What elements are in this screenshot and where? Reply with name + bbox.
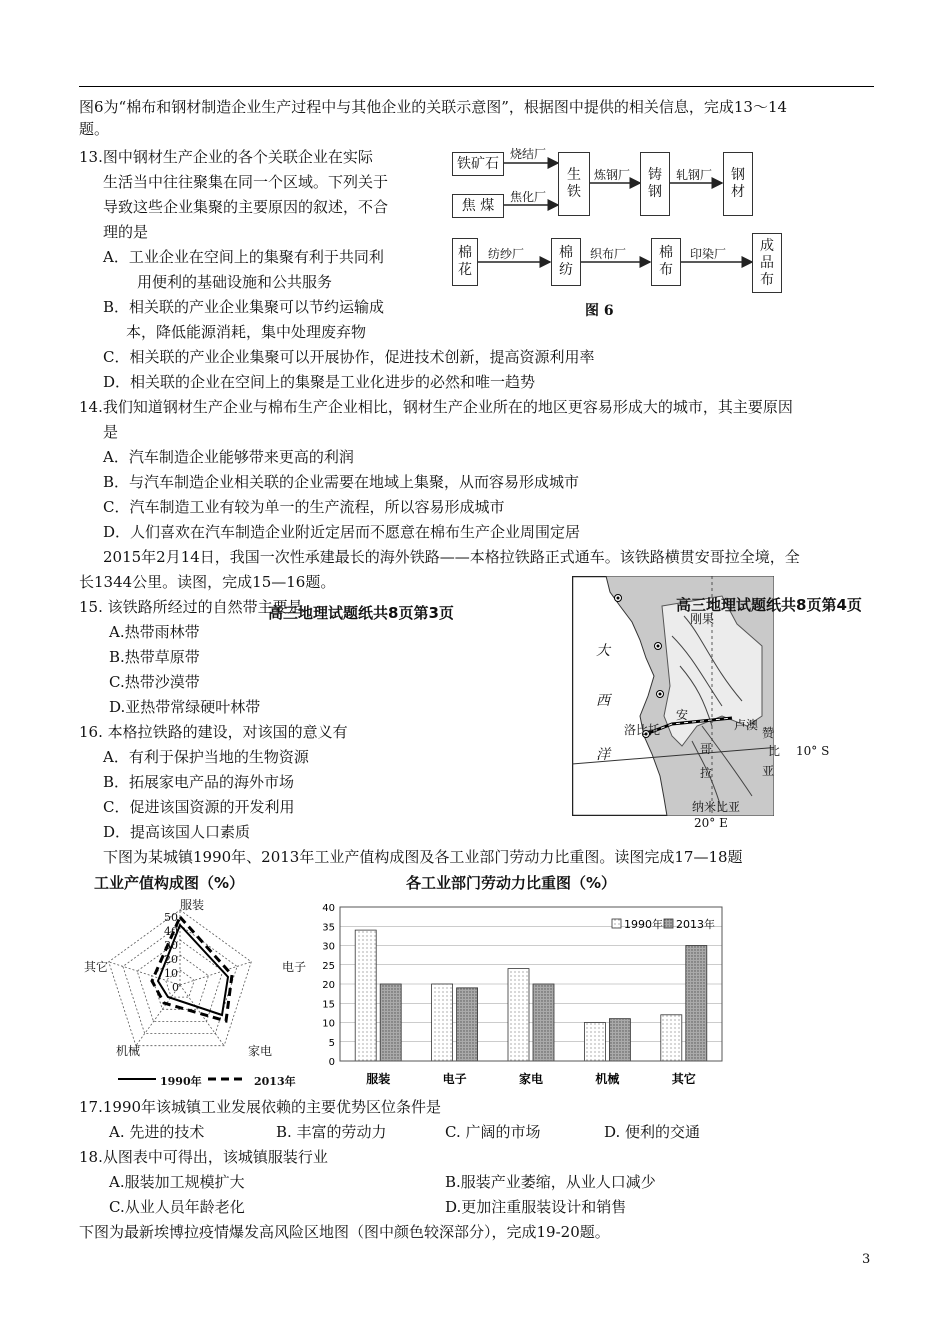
radar-legend-2013-line	[208, 1074, 248, 1084]
bar-2013-2	[533, 984, 554, 1061]
bar-ytick-label: 15	[322, 999, 335, 1011]
q13-stem-2: 生活当中往往聚集在同一个区域。下列关于	[103, 173, 389, 191]
bar-legend-2013-swatch	[664, 919, 673, 928]
label-sintering-plant: 烧结厂	[510, 147, 547, 161]
map-label-10s: 10° S	[796, 744, 830, 758]
bar-2013-4	[686, 946, 707, 1062]
bar-legend-1990-swatch	[612, 919, 621, 928]
map-label-namibia: 纳米比亚	[692, 800, 741, 814]
bar-category-label: 家电	[518, 1072, 544, 1086]
q14-option-d: D．人们喜欢在汽车制造企业附近定居而不愿意在棉布生产企业周围定居	[103, 523, 581, 541]
label-coking-plant: 焦化厂	[510, 190, 547, 204]
q13-option-a-1: A．工业企业在空间上的集聚有利于共同利	[103, 248, 384, 266]
map-label-congo: 刚果	[690, 612, 715, 626]
bar-2013-3	[609, 1019, 630, 1061]
q17-option-c: C. 广阔的市场	[445, 1123, 541, 1141]
map-label-an: 安	[676, 708, 689, 722]
map-label-lu: 卢	[734, 718, 747, 732]
box-coking-coal: 焦 煤	[452, 194, 504, 218]
q13-stem-3: 导致这些企业集聚的主要原因的叙述，不合	[103, 198, 389, 216]
q18-stem: 18.从图表中可得出，该城镇服装行业	[79, 1148, 328, 1166]
q13-option-b-1: B．相关联的产业企业集聚可以节约运输成	[103, 298, 385, 316]
q13-option-d: D．相关联的企业在空间上的集聚是工业化进步的必然和唯一趋势	[103, 373, 536, 391]
q13-option-a-2: 用便利的基础设施和公共服务	[137, 273, 333, 291]
bar-1990-2	[508, 969, 529, 1061]
q15-stem: 15. 该铁路所经过的自然带主要是	[79, 598, 303, 616]
q13-option-c: C．相关联的产业企业集聚可以开展协作，促进技术创新，提高资源利用率	[103, 348, 595, 366]
bar-ytick-label: 20	[322, 980, 335, 991]
q14-option-b: B．与汽车制造企业相关联的企业需要在地域上集聚，从而容易形成城市	[103, 473, 580, 491]
bar-category-label: 服装	[366, 1072, 391, 1086]
figure-6-caption: 图 6	[585, 303, 614, 319]
intro-railway-1: 2015年2月14日，我国一次性承建最长的海外铁路——本格拉铁路正式通车。该铁路横贯安哥拉全境，全	[103, 548, 800, 566]
q16-option-a: A．有利于保护当地的生物资源	[103, 748, 309, 766]
map-label-ocean-2: 西	[596, 693, 610, 709]
label-dyeing-mill: 印染厂	[690, 247, 727, 261]
bar-1990-0	[355, 930, 376, 1061]
bar-ytick-label: 40	[322, 903, 335, 914]
bar-1990-1	[432, 984, 453, 1061]
q15-option-d: D.亚热带常绿硬叶林带	[109, 698, 261, 716]
box-cast-steel: 铸 钢	[640, 152, 670, 216]
map-label-ge: 哥	[700, 742, 713, 756]
bar-ytick-label: 0	[328, 1057, 335, 1068]
radar-axis-machinery: 机械	[116, 1044, 141, 1058]
map-label-ocean-1: 大	[596, 643, 610, 659]
q18-option-a: A.服装加工规模扩大	[109, 1173, 245, 1191]
intro-fig6: 图6为“棉布和钢材制造企业生产过程中与其他企业的关联示意图”，根据图中提供的相关信息，完成13～14	[79, 98, 788, 116]
map-label-la: 拉	[700, 766, 713, 780]
radar-title: 工业产值构成图（%）	[94, 874, 245, 892]
map-label-20e: 20° E	[694, 816, 728, 830]
box-cotton-yarn: 棉 纺	[551, 238, 581, 286]
q18-option-b: B.服装产业萎缩，从业人口减少	[445, 1173, 656, 1191]
q17-stem: 17.1990年该城镇工业发展依赖的主要优势区位条件是	[79, 1098, 442, 1116]
bar-ytick-label: 30	[322, 941, 335, 953]
radar-ring	[109, 910, 252, 1046]
radar-tick-30: 30	[164, 939, 178, 952]
q15-option-c: C.热带沙漠带	[109, 673, 200, 691]
radar-svg	[80, 895, 320, 1095]
box-cotton-cloth: 棉 布	[651, 238, 681, 286]
radar-legend-1990-line	[118, 1074, 158, 1084]
q17-option-b: B. 丰富的劳动力	[276, 1123, 387, 1141]
header-rule	[79, 86, 874, 87]
box-iron-ore: 铁矿石	[452, 152, 504, 176]
radar-legend-1990: 1990年	[160, 1075, 202, 1088]
radar-axis-appliances: 家电	[248, 1044, 273, 1058]
intro-fig6-cont: 题。	[79, 120, 110, 138]
bar-legend-2013: 2013年	[676, 918, 715, 931]
q16-option-b: B．拓展家电产品的海外市场	[103, 773, 295, 791]
q16-stem: 16. 本格拉铁路的建设，对该国的意义有	[79, 723, 348, 741]
q18-option-d: D.更加注重服装设计和销售	[445, 1198, 627, 1216]
label-spinning-mill: 纺纱厂	[488, 247, 525, 261]
bar-category-label: 机械	[595, 1072, 620, 1086]
radar-tick-10: 10	[164, 967, 178, 980]
q15-option-b: B.热带草原带	[109, 648, 200, 666]
q13-stem-4: 理的是	[103, 223, 149, 241]
bar-chart-svg	[310, 895, 730, 1095]
bar-ytick-label: 5	[328, 1037, 335, 1049]
q13-stem-1: 13.图中钢材生产企业的各个关联企业在实际	[79, 148, 373, 166]
map-label-ya: 亚	[762, 764, 775, 778]
bar-ytick-label: 35	[322, 922, 335, 934]
radar-tick-50: 50	[164, 911, 178, 924]
q16-option-d: D．提高该国人口素质	[103, 823, 251, 841]
label-weaving-mill: 织布厂	[590, 247, 627, 261]
bar-category-label: 其它	[671, 1072, 696, 1086]
watermark-page-4: 高三地理试题纸共8页第4页	[676, 596, 862, 614]
bar-1990-4	[661, 1015, 682, 1061]
q16-option-c: C．促进该国资源的开发利用	[103, 798, 295, 816]
map-label-zan: 赞	[762, 726, 775, 740]
q15-option-a: A.热带雨林带	[109, 623, 200, 641]
bar-ytick-label: 10	[322, 1018, 335, 1030]
watermark-page-3: 高三地理试题纸共8页第3页	[268, 604, 454, 622]
radar-tick-40: 40	[164, 925, 178, 938]
bar-chart-title: 各工业部门劳动力比重图（%）	[406, 874, 617, 892]
bar-ytick-label: 25	[322, 960, 335, 972]
box-finished-cloth: 成 品 布	[752, 233, 782, 293]
bar-2013-0	[380, 984, 401, 1061]
radar-legend-2013: 2013年	[254, 1075, 296, 1088]
intro-charts: 下图为某城镇1990年、2013年工业产值构成图及各工业部门劳动力比重图。读图完成17—18题	[103, 848, 743, 866]
q14-option-a: A．汽车制造企业能够带来更高的利润	[103, 448, 354, 466]
q17-option-a: A. 先进的技术	[109, 1123, 205, 1141]
map-label-ocean-3: 洋	[596, 747, 610, 763]
q14-option-c: C．汽车制造工业有较为单一的生产流程，所以容易形成城市	[103, 498, 505, 516]
map-label-bi: 比	[768, 744, 781, 758]
box-cotton: 棉 花	[452, 238, 478, 286]
box-steel: 钢 材	[723, 152, 753, 216]
radar-tick-0: 0	[172, 981, 179, 994]
label-steelmaking-plant: 炼钢厂	[594, 168, 631, 182]
q18-option-c: C.从业人员年龄老化	[109, 1198, 245, 1216]
radar-spoke	[180, 962, 251, 985]
radar-tick-20: 20	[164, 953, 178, 966]
q14-stem-2: 是	[103, 423, 119, 441]
map-label-ao: 澳	[746, 718, 759, 732]
bar-category-label: 电子	[442, 1072, 467, 1086]
label-rolling-mill: 轧钢厂	[676, 168, 713, 182]
box-pig-iron: 生 铁	[558, 152, 590, 216]
bar-legend-1990: 1990年	[624, 918, 663, 931]
q17-option-d: D. 便利的交通	[604, 1123, 701, 1141]
map-label-lobito: 洛比托	[624, 723, 661, 737]
q13-option-b-2: 本，降低能源消耗，集中处理废弃物	[126, 323, 367, 341]
page-number: 3	[862, 1252, 871, 1267]
intro-railway-2: 长1344公里。读图，完成15—16题。	[79, 573, 336, 591]
bar-2013-1	[457, 988, 478, 1061]
bar-1990-3	[584, 1023, 605, 1062]
q14-stem-1: 14.我们知道钢材生产企业与棉布生产企业相比，钢材生产企业所在的地区更容易形成大的城市，其主要原因	[79, 398, 793, 416]
radar-axis-electronics: 电子	[282, 960, 307, 974]
radar-axis-clothing: 服装	[180, 898, 205, 912]
radar-axis-other: 其它	[84, 960, 109, 974]
intro-ebola: 下图为最新埃博拉疫情爆发高风险区地图（图中颜色较深部分），完成19-20题。	[79, 1223, 610, 1241]
